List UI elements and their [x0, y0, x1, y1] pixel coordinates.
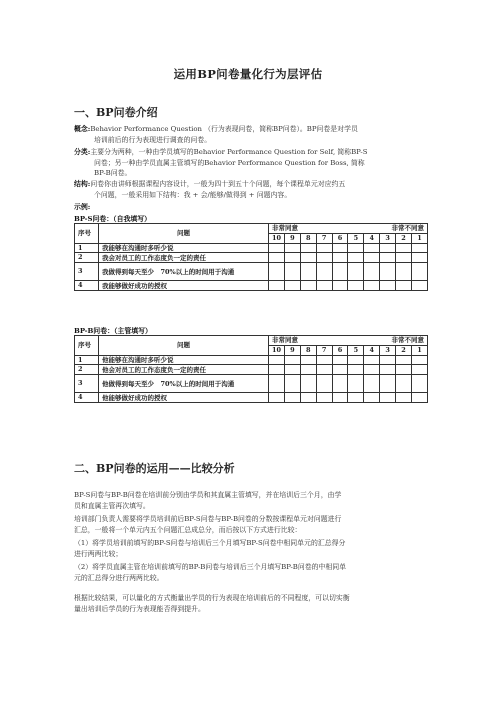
table-row [75, 375, 428, 393]
table-row [75, 253, 428, 263]
row-question: 他会对员工的工作态度负一定的责任 [99, 365, 269, 375]
disagree-label: 非常不同意 [391, 224, 424, 232]
rating-cell[interactable] [348, 355, 364, 365]
para-line: 汇总，一般将一个单元内五个问题汇总成总分，而后按以下方式进行比较： [74, 525, 302, 534]
scale-cell: 10 [269, 345, 285, 355]
rating-cell[interactable] [396, 365, 412, 375]
rating-cell[interactable] [412, 393, 428, 403]
section-1-heading: 一、BP问卷介绍 [74, 106, 158, 119]
scale-cell: 4 [364, 345, 380, 355]
rating-cell[interactable] [316, 253, 332, 263]
para-line: 根据比较结果，可以量化的方式衡量出学员的行为表现在培训前后的不同程度，可以切实衡 [74, 594, 350, 602]
rating-cell[interactable] [284, 281, 300, 291]
rating-cell[interactable] [380, 253, 396, 263]
table-row [75, 281, 428, 291]
rating-cell[interactable] [348, 243, 364, 253]
example-label: 示例: [74, 203, 91, 211]
rating-cell[interactable] [396, 263, 412, 281]
scale-cell: 7 [316, 233, 332, 243]
concept-text-cont: 培训前后的行为表现进行调查的问卷。 [94, 135, 212, 144]
rating-cell[interactable] [300, 375, 316, 393]
rating-cell[interactable] [396, 375, 412, 393]
scale-cell: 5 [348, 233, 364, 243]
struct-paragraph [74, 179, 345, 200]
row-no: 4 [75, 281, 99, 291]
rating-cell[interactable] [380, 281, 396, 291]
rating-cell[interactable] [269, 355, 285, 365]
scale-cell: 4 [364, 233, 380, 243]
rating-cell[interactable] [269, 375, 285, 393]
rating-cell[interactable] [300, 393, 316, 403]
class-text-cont2: BP-B问卷。 [94, 169, 132, 178]
concept-label: 概念: [74, 125, 91, 133]
rating-cell[interactable] [380, 393, 396, 403]
rating-cell[interactable] [412, 365, 428, 375]
rating-cell[interactable] [316, 263, 332, 281]
para-line: 量出培训后学员的行为表现能否得到提升。 [74, 604, 205, 613]
rating-cell[interactable] [316, 281, 332, 291]
rating-cell[interactable] [300, 263, 316, 281]
page-title: 运用BP问卷量化行为层评估 [173, 67, 323, 81]
rating-cell[interactable] [396, 393, 412, 403]
rating-cell[interactable] [269, 243, 285, 253]
row-question: 我会对员工的工作态度负一定的责任 [99, 253, 269, 263]
scale-cell: 8 [300, 345, 316, 355]
rating-cell[interactable] [364, 393, 380, 403]
rating-cell[interactable] [284, 375, 300, 393]
rating-cell[interactable] [269, 263, 285, 281]
scale-cell: 9 [284, 345, 300, 355]
row-question: 他能够在沟通时多听少说 [99, 355, 269, 365]
row-question: 他能够做好成功的授权 [99, 393, 269, 403]
rating-cell[interactable] [348, 281, 364, 291]
row-no: 4 [75, 393, 99, 403]
section-2-para-1 [74, 490, 341, 511]
rating-cell[interactable] [269, 281, 285, 291]
struct-label: 结构: [74, 180, 91, 188]
bp-s-caption: BP-S问卷：（自我填写） [74, 215, 152, 223]
rating-cell[interactable] [332, 365, 348, 375]
table-row [75, 355, 428, 365]
para-line: 进行两两比较； [74, 549, 123, 558]
scale-cell: 9 [284, 233, 300, 243]
rating-cell[interactable] [364, 243, 380, 253]
rating-cell[interactable] [332, 393, 348, 403]
section-2-para-4 [74, 562, 346, 583]
table-row [75, 365, 428, 375]
rating-cell[interactable] [412, 281, 428, 291]
rating-cell[interactable] [316, 393, 332, 403]
row-no: 2 [75, 365, 99, 375]
rating-cell[interactable] [380, 375, 396, 393]
para-line: （2）将学员直属主管在培训前填写的BP-B问卷与培训后三个月填写BP-B问卷的中相同单 [74, 563, 347, 571]
rating-cell[interactable] [300, 281, 316, 291]
rating-cell[interactable] [284, 253, 300, 263]
para-line: BP-S问卷与BP-B问卷在培训前分别由学员和其直属主管填写，并在培训后三个月，由学 [74, 491, 342, 499]
scale-header [269, 336, 428, 346]
concept-text: Behavior Performance Question （行为表现问卷，简称BP问卷）。BP问卷是对学员 [90, 125, 358, 133]
table-row [75, 243, 428, 253]
rating-cell[interactable] [364, 263, 380, 281]
row-no: 1 [75, 243, 99, 253]
struct-text: 问卷你由讲师根据课程内容设计，一般为四十到五十个问题，每个课程单元对应约五 [90, 180, 346, 188]
scale-cell: 8 [300, 233, 316, 243]
disagree-label: 非常不同意 [391, 336, 424, 344]
rating-cell[interactable] [364, 253, 380, 263]
rating-cell[interactable] [316, 365, 332, 375]
row-no: 2 [75, 253, 99, 263]
rating-cell[interactable] [412, 253, 428, 263]
bp-b-caption: BP-B问卷：（主管填写） [74, 327, 152, 335]
rating-cell[interactable] [348, 393, 364, 403]
rating-cell[interactable] [364, 355, 380, 365]
rating-cell[interactable] [332, 243, 348, 253]
scale-cell: 2 [396, 345, 412, 355]
para-line: 培训部门负责人需要将学员培训前后BP-S问卷与BP-B问卷的分数按课程单元对问题进行 [74, 515, 342, 523]
row-question: 我做得到每天至少 70%以上的时间用于沟通 [99, 263, 269, 281]
rating-cell[interactable] [300, 243, 316, 253]
section-2-heading: 二、BP问卷的运用——比较分析 [74, 462, 235, 475]
rating-cell[interactable] [332, 253, 348, 263]
section-2-para-3 [74, 538, 345, 559]
rating-cell[interactable] [316, 243, 332, 253]
rating-cell[interactable] [332, 281, 348, 291]
rating-cell[interactable] [300, 365, 316, 375]
row-no: 1 [75, 355, 99, 365]
scale-cell: 3 [380, 233, 396, 243]
table-header-row [75, 224, 428, 234]
class-text-cont: 问卷；另一种由学员直属主管填写的Behavior Performance Question for Boss, 简称 [94, 158, 365, 167]
rating-cell[interactable] [364, 281, 380, 291]
rating-cell[interactable] [364, 365, 380, 375]
bp-s-table [74, 223, 428, 291]
scale-cell: 6 [332, 233, 348, 243]
struct-text-cont: 个问题，一般采用如下结构：我 + 会/能够/做得到 + 问题内容。 [94, 190, 292, 199]
rating-cell[interactable] [300, 253, 316, 263]
rating-cell[interactable] [396, 355, 412, 365]
class-label: 分类: [74, 148, 91, 156]
rating-cell[interactable] [412, 243, 428, 253]
scale-cell: 10 [269, 233, 285, 243]
rating-cell[interactable] [316, 355, 332, 365]
rating-cell[interactable] [284, 393, 300, 403]
col-no-header: 序号 [75, 336, 99, 356]
bp-b-table [74, 335, 428, 403]
rating-cell[interactable] [269, 365, 285, 375]
rating-cell[interactable] [380, 243, 396, 253]
rating-cell[interactable] [332, 263, 348, 281]
rating-cell[interactable] [269, 253, 285, 263]
row-no: 3 [75, 375, 99, 393]
agree-label: 非常同意 [272, 224, 298, 232]
row-question: 他做得到每天至少 70%以上的时间用于沟通 [99, 375, 269, 393]
scale-header [269, 224, 428, 234]
section-2-para-2 [74, 514, 341, 535]
scale-cell: 2 [396, 233, 412, 243]
rating-cell[interactable] [396, 243, 412, 253]
concept-paragraph [74, 124, 358, 145]
table-row [75, 393, 428, 403]
scale-cell: 3 [380, 345, 396, 355]
class-text: 主要分为两种，一种由学员填写的Behavior Performance Question for Self, 简称BP-S [90, 148, 368, 156]
row-question: 我能够做好成功的授权 [99, 281, 269, 291]
table-row [75, 263, 428, 281]
scale-cell: 7 [316, 345, 332, 355]
rating-cell[interactable] [380, 365, 396, 375]
table-header-row [75, 336, 428, 346]
rating-cell[interactable] [284, 365, 300, 375]
scale-cell: 1 [412, 233, 428, 243]
row-no: 3 [75, 263, 99, 281]
rating-cell[interactable] [300, 355, 316, 365]
rating-cell[interactable] [269, 393, 285, 403]
rating-cell[interactable] [396, 253, 412, 263]
col-no-header: 序号 [75, 224, 99, 244]
col-question-header: 问题 [99, 336, 269, 356]
rating-cell[interactable] [332, 355, 348, 365]
rating-cell[interactable] [396, 281, 412, 291]
rating-cell[interactable] [380, 263, 396, 281]
rating-cell[interactable] [412, 263, 428, 281]
para-line: （1）将学员培训前填写的BP-S问卷与培训后三个月填写BP-S问卷中相同单元的汇总得分 [74, 539, 346, 547]
rating-cell[interactable] [332, 375, 348, 393]
para-line: 元的汇总得分进行两两比较。 [74, 573, 164, 582]
rating-cell[interactable] [348, 365, 364, 375]
rating-cell[interactable] [284, 263, 300, 281]
rating-cell[interactable] [316, 375, 332, 393]
rating-cell[interactable] [348, 263, 364, 281]
col-question-header: 问题 [99, 224, 269, 244]
rating-cell[interactable] [412, 375, 428, 393]
scale-cell: 6 [332, 345, 348, 355]
rating-cell[interactable] [348, 375, 364, 393]
section-2-para-5 [74, 593, 350, 614]
rating-cell[interactable] [364, 375, 380, 393]
rating-cell[interactable] [284, 243, 300, 253]
para-line: 员和直属主管再次填写。 [74, 501, 150, 510]
class-paragraph [74, 147, 367, 179]
rating-cell[interactable] [284, 355, 300, 365]
row-question: 我能够在沟通时多听少说 [99, 243, 269, 253]
rating-cell[interactable] [380, 355, 396, 365]
scale-cell: 5 [348, 345, 364, 355]
rating-cell[interactable] [412, 355, 428, 365]
rating-cell[interactable] [348, 253, 364, 263]
scale-cell: 1 [412, 345, 428, 355]
agree-label: 非常同意 [272, 336, 298, 344]
